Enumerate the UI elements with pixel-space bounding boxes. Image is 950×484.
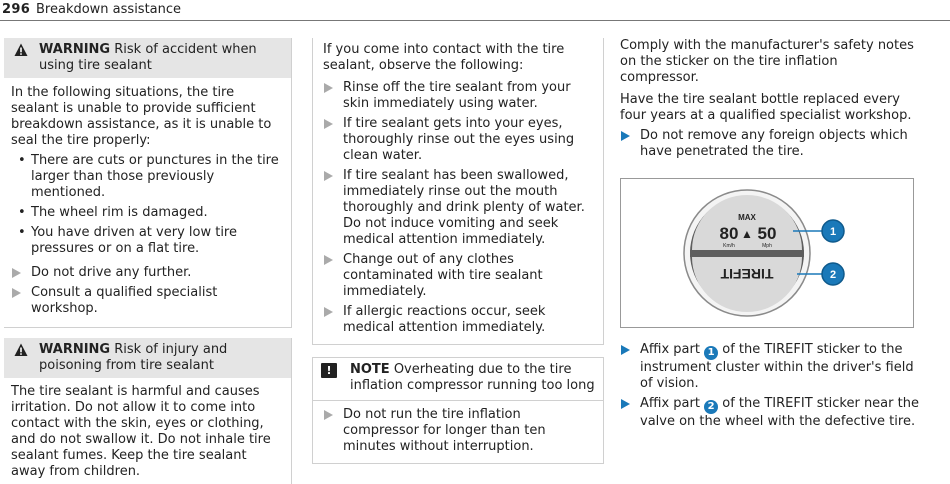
column-2	[312, 38, 604, 464]
step-arrow-icon	[324, 171, 333, 181]
step-text: Change out of any clothes contaminated with tire sealant immediately.	[343, 252, 543, 299]
step-arrow-icon	[324, 410, 333, 420]
warning-header	[4, 38, 291, 78]
step-item	[323, 252, 595, 300]
step-text: of the TIREFIT sticker to the instrument cluster within the driver's field of vision.	[640, 342, 914, 391]
sticker-kmh-value: 80	[719, 224, 739, 243]
step-arrow-icon	[324, 255, 333, 265]
step-item	[620, 396, 920, 430]
step-item	[323, 168, 595, 248]
list-item: • You have driven at very low tire pressures or on a flat tire.	[11, 225, 283, 257]
list-item: • There are cuts or punctures in the tire larger than those previously mentioned.	[11, 153, 283, 201]
step-text: Affix part	[640, 342, 700, 357]
page-number: 296	[2, 2, 31, 17]
warning-box-sealant-poisoning	[4, 338, 292, 484]
part-2-badge: 2	[704, 400, 718, 414]
note-box-compressor	[312, 357, 604, 464]
warning-triangle-icon	[14, 43, 28, 57]
note-steps	[323, 407, 595, 455]
warning-title: Risk of injury and poisoning from tire sealant	[39, 342, 228, 373]
step-text: of the TIREFIT sticker near the valve on the wheel with the defective tire.	[640, 396, 919, 429]
step-text: Do not drive any further.	[31, 265, 192, 280]
contact-steps	[323, 80, 595, 336]
step-arrow-icon	[324, 83, 333, 93]
sticker-max-label: MAX	[738, 213, 756, 222]
step-item	[620, 128, 920, 160]
step-item	[323, 80, 595, 112]
sticker-mph-value: 50	[757, 224, 777, 243]
step-item	[323, 407, 595, 455]
list-item: • The wheel rim is damaged.	[11, 205, 283, 221]
warning-header	[4, 338, 291, 378]
note-header	[313, 358, 603, 400]
step-text: Consult a qualified specialist workshop.	[31, 285, 218, 316]
contact-intro: If you come into contact with the tire sealant, observe the following:	[323, 42, 565, 73]
warning-body: The tire sealant is harmful and causes irritation. Do not allow it to come into contact with the skin, eyes or clothing, and do not swallow it. Do not inhale tire sealant fumes. Keep the tire sealant away from children.	[11, 384, 271, 479]
step-item	[620, 342, 920, 392]
warning-label: WARNING	[39, 42, 111, 57]
step-arrow-icon	[12, 268, 21, 278]
column-1	[4, 38, 292, 484]
warning-label: WARNING	[39, 342, 111, 357]
warning-steps	[11, 265, 283, 317]
step-arrow-icon	[324, 119, 333, 129]
sticker-mph-unit: Mph	[762, 243, 772, 249]
tirefit-sticker-figure	[620, 178, 914, 328]
step-text: Do not remove any foreign objects which have penetrated the tire.	[640, 128, 908, 159]
safety-notes-paragraph: Comply with the manufacturer's safety notes on the sticker on the tire inflation compressor.	[620, 38, 914, 85]
part-1-badge: 1	[704, 346, 718, 360]
callout-2-label: 2	[829, 269, 837, 281]
affix-steps	[620, 342, 920, 430]
step-text: If tire sealant has been swallowed, immediately rinse out the mouth thoroughly and drink plenty of water. Do not induce vomiting and seek medical attention immediately.	[343, 168, 585, 247]
warning-intro: In the following situations, the tire sealant is unable to provide sufficient breakdown assistance, as it is unable to seal the tire properly:	[11, 85, 272, 148]
sticker-brand-text: TIREFIT	[720, 266, 774, 282]
step-text: If allergic reactions occur, seek medical attention immediately.	[343, 304, 546, 335]
tirefit-sticker-illustration	[621, 179, 913, 327]
step-arrow-icon	[12, 288, 21, 298]
page-header	[0, 0, 950, 21]
sticker-triangle-icon: ▲	[741, 227, 753, 241]
situations-list	[11, 153, 283, 257]
step-text: Rinse off the tire sealant from your skin immediately using water.	[343, 80, 571, 111]
sealant-contact-box	[312, 38, 604, 345]
warning-text	[39, 42, 285, 74]
note-text	[350, 362, 595, 394]
step-arrow-icon	[324, 307, 333, 317]
step-item	[11, 265, 283, 281]
column-3	[620, 38, 920, 434]
note-title: Overheating due to the tire inflation compressor running too long	[350, 362, 595, 393]
step-text: Affix part	[640, 396, 700, 411]
step-item	[11, 285, 283, 317]
warning-title: Risk of accident when using tire sealant	[39, 42, 257, 73]
step-text: If tire sealant gets into your eyes, thoroughly rinse out the eyes using clean water.	[343, 116, 575, 163]
step-arrow-icon	[621, 345, 630, 355]
note-exclamation-icon: !	[321, 363, 337, 378]
step-item	[323, 116, 595, 164]
sticker-kmh-unit: Km/h	[723, 243, 735, 249]
warning-triangle-icon	[14, 343, 28, 357]
foreign-objects-step	[620, 128, 920, 160]
step-item	[323, 304, 595, 336]
page-title: Breakdown assistance	[36, 2, 182, 17]
callout-1-label: 1	[829, 226, 837, 238]
warning-box-sealant-accident	[4, 38, 292, 328]
step-arrow-icon	[621, 131, 630, 141]
note-label: NOTE	[350, 362, 390, 377]
bottle-replacement-paragraph: Have the tire sealant bottle replaced every four years at a qualified specialist workshop.	[620, 92, 912, 123]
step-arrow-icon	[621, 399, 630, 409]
warning-text	[39, 342, 285, 374]
step-text: Do not run the tire inflation compressor for longer than ten minutes without interruption.	[343, 407, 546, 454]
